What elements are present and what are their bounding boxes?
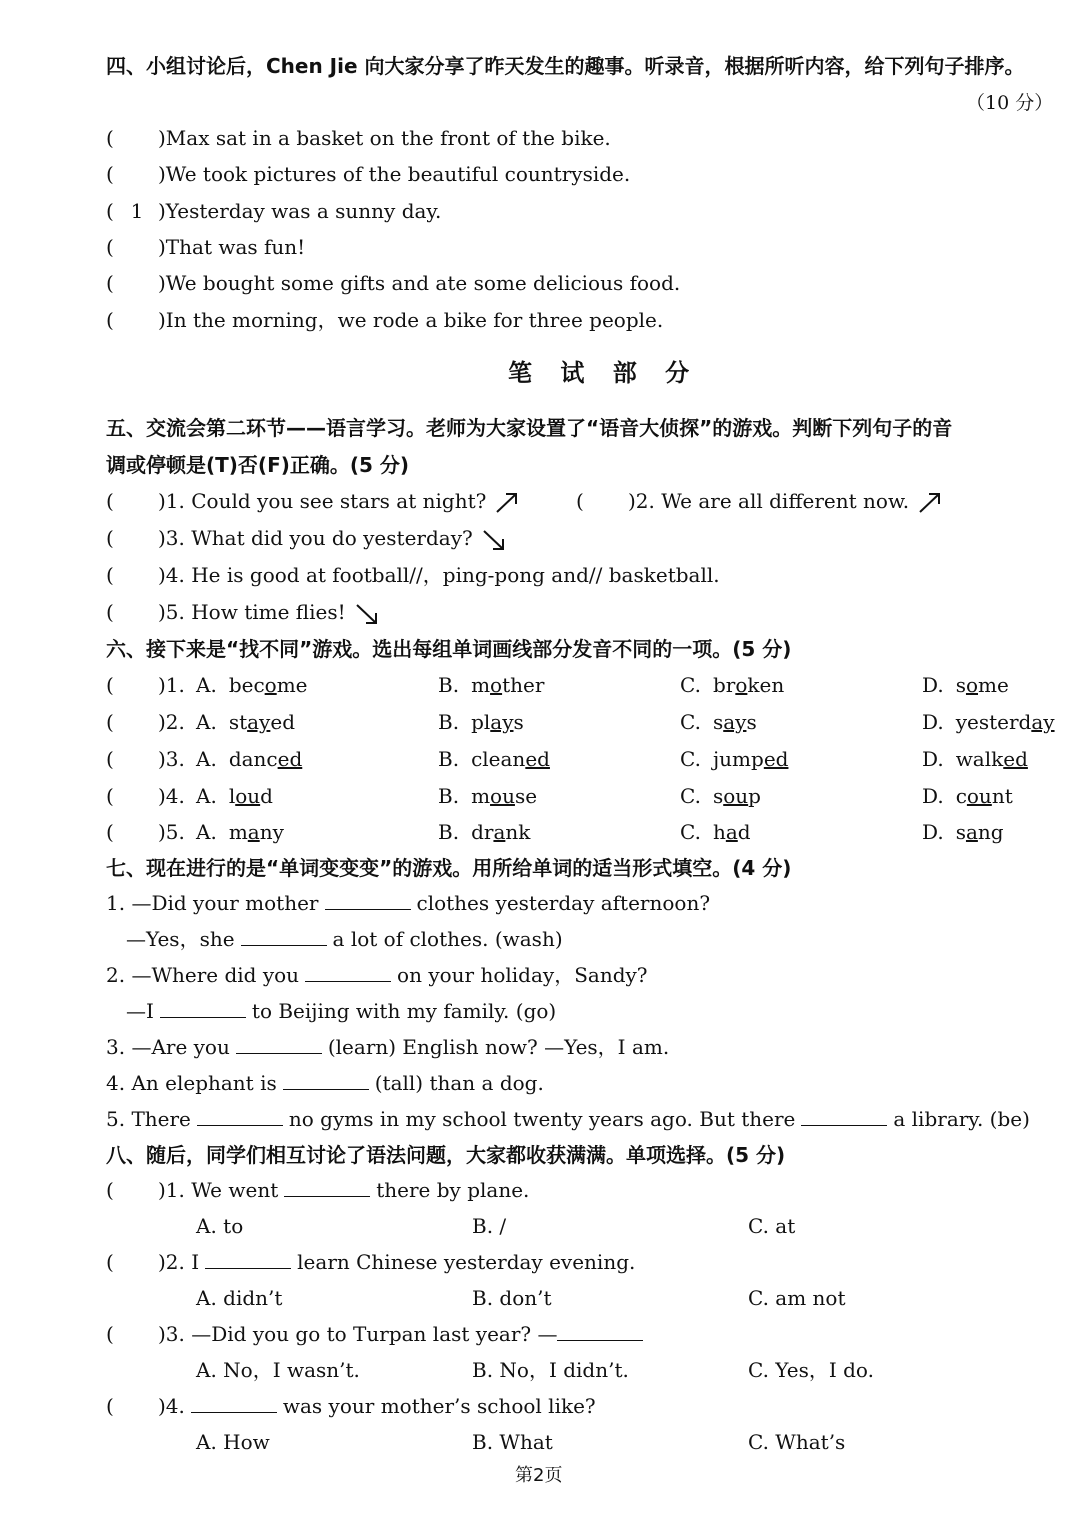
underlined-letters: ou [235, 784, 261, 808]
section7-q1a: 1. —Did your mother clothes yesterday afternoon? [106, 891, 711, 915]
section5-title-line1: 五、交流会第二环节——语言学习。老师为大家设置了“语音大侦探”的游戏。判断下列句子的音 [106, 416, 953, 440]
section6-row: ( )1. [106, 673, 185, 697]
underlined-letters: o [965, 673, 978, 697]
section6-title: 六、接下来是“找不同”游戏。选出每组单词画线部分发音不同的一项。(5 分) [106, 637, 792, 661]
section5-item-3: ( )3. What did you do yesterday? [106, 525, 507, 553]
falling-arrow-icon [354, 601, 380, 627]
section7-q5: 5. There no gyms in my school twenty years ago. But there a library. (be) [106, 1107, 1030, 1131]
section8-q4: ( )4. was your mother’s school like? [106, 1394, 596, 1418]
underlined-letters: ou [723, 784, 749, 808]
section4-score: （10 分） [966, 92, 1054, 114]
section6-option[interactable]: B. mouse [438, 784, 538, 808]
fill-blank[interactable] [283, 1071, 369, 1090]
section8-q2-option-a[interactable]: A. didn’t [196, 1286, 283, 1310]
written-section-title: 笔 试 部 分 [508, 359, 700, 387]
fill-blank[interactable] [236, 1035, 322, 1054]
section8-q1: ( )1. We went there by plane. [106, 1178, 530, 1202]
answer-slot[interactable]: 1 [130, 199, 144, 223]
section6-option[interactable]: C. soup [680, 784, 761, 808]
fill-blank[interactable] [241, 927, 327, 946]
underlined-letters: ed [763, 747, 789, 771]
rising-arrow-icon [917, 490, 943, 516]
section8-title: 八、随后，同学们相互讨论了语法问题，大家都收获满满。单项选择。(5 分) [106, 1143, 786, 1167]
section6-row: ( )2. [106, 710, 185, 734]
section5-item-5: ( )5. How time flies! [106, 599, 380, 627]
section6-row: ( )5. [106, 820, 185, 844]
section6-option[interactable]: B. plays [438, 710, 524, 734]
underlined-letters: ay [723, 710, 747, 734]
underlined-letters: o [735, 673, 748, 697]
section8-q2-option-b[interactable]: B. don’t [472, 1286, 552, 1310]
fill-blank[interactable] [197, 1107, 283, 1126]
fill-blank[interactable] [191, 1394, 277, 1413]
section6-option[interactable]: A. loud [196, 784, 273, 808]
underlined-letters: ay [247, 710, 271, 734]
section6-row: ( )4. [106, 784, 185, 808]
section6-option[interactable]: B. cleaned [438, 747, 550, 771]
underlined-letters: ed [1003, 747, 1028, 771]
section8-q1-option-b[interactable]: B. / [472, 1214, 507, 1238]
section4-item-1: ( )Max sat in a basket on the front of the bike. [106, 126, 611, 150]
section7-q2b: —I to Beijing with my family. (go) [126, 999, 557, 1023]
underlined-letters: o [490, 673, 503, 697]
section6-option[interactable]: A. many [196, 820, 284, 844]
section8-q3-option-c[interactable]: C. Yes，I do. [748, 1358, 874, 1382]
fill-blank[interactable] [205, 1250, 291, 1269]
section6-option[interactable]: D. count [922, 784, 1013, 808]
page-number: 第2页 [515, 1465, 563, 1486]
section6-option[interactable]: D. sang [922, 820, 1004, 844]
section7-q4: 4. An elephant is (tall) than a dog. [106, 1071, 544, 1095]
section8-q1-option-a[interactable]: A. to [196, 1214, 244, 1238]
section8-q3-option-a[interactable]: A. No，I wasn’t. [196, 1358, 360, 1382]
fill-blank[interactable] [325, 891, 411, 910]
section6-option[interactable]: A. danced [196, 747, 303, 771]
section6-option[interactable]: D. walked [922, 747, 1028, 771]
section8-q4-option-a[interactable]: A. How [196, 1430, 270, 1454]
section6-option[interactable]: B. mother [438, 673, 545, 697]
section5-item-4: ( )4. He is good at football//，ping-pong and// basketball. [106, 563, 720, 587]
underlined-letters: a [493, 820, 506, 844]
underlined-letters: ay [1031, 710, 1055, 734]
section8-q2: ( )2. I learn Chinese yesterday evening. [106, 1250, 636, 1274]
section4-item-3: ( 1 )Yesterday was a sunny day. [106, 199, 442, 223]
section7-q1b: —Yes，she a lot of clothes. (wash) [126, 927, 563, 951]
section6-option[interactable]: A. become [196, 673, 308, 697]
fill-blank[interactable] [284, 1178, 370, 1197]
fill-blank[interactable] [160, 999, 246, 1018]
section6-option[interactable]: C. jumped [680, 747, 789, 771]
section8-q3: ( )3. —Did you go to Turpan last year? — [106, 1321, 649, 1347]
falling-arrow-icon [481, 527, 507, 553]
section6-option[interactable]: D. some [922, 673, 1009, 697]
section6-option[interactable]: B. drank [438, 820, 531, 844]
section8-q4-option-c[interactable]: C. What’s [748, 1430, 846, 1454]
section5-item-1: ( )1. Could you see stars at night? [106, 488, 520, 516]
underlined-letters: ou [490, 784, 515, 808]
section7-q2a: 2. —Where did you on your holiday，Sandy? [106, 963, 648, 987]
section6-option[interactable]: A. stayed [196, 710, 295, 734]
fill-blank[interactable] [305, 963, 391, 982]
underlined-letters: o [264, 673, 277, 697]
fill-blank[interactable] [557, 1322, 643, 1341]
section4-title: 四、小组讨论后，Chen Jie 向大家分享了昨天发生的趣事。听录音，根据所听内容，给下列句子排序。 [106, 54, 1025, 78]
section8-q1-option-c[interactable]: C. at [748, 1214, 796, 1238]
underlined-letters: ed [277, 747, 303, 771]
underlined-letters: ed [525, 747, 550, 771]
underlined-letters: ay [490, 710, 514, 734]
section6-option[interactable]: C. broken [680, 673, 785, 697]
section6-option[interactable]: C. had [680, 820, 751, 844]
section4-item-4: ( )That was fun! [106, 235, 306, 259]
section5-title-line2: 调或停顿是(T)否(F)正确。(5 分) [106, 453, 410, 477]
section8-q2-option-c[interactable]: C. am not [748, 1286, 846, 1310]
section6-option[interactable]: D. yesterday [922, 710, 1055, 734]
section7-title: 七、现在进行的是“单词变变变”的游戏。用所给单词的适当形式填空。(4 分) [106, 856, 792, 880]
section8-q3-option-b[interactable]: B. No，I didn’t. [472, 1358, 629, 1382]
rising-arrow-icon [494, 490, 520, 516]
section6-row: ( )3. [106, 747, 185, 771]
section4-item-5: ( )We bought some gifts and ate some delicious food. [106, 271, 681, 295]
underlined-letters: a [725, 820, 738, 844]
section5-item-2: ( )2. We are all different now. [576, 488, 943, 516]
section7-q3: 3. —Are you (learn) English now? —Yes，I am. [106, 1035, 670, 1059]
section6-option[interactable]: C. says [680, 710, 757, 734]
underlined-letters: a [247, 820, 260, 844]
underlined-letters: a [965, 820, 978, 844]
underlined-letters: ou [966, 784, 992, 808]
section4-item-6: ( )In the morning，we rode a bike for three people. [106, 308, 664, 332]
section8-q4-option-b[interactable]: B. What [472, 1430, 553, 1454]
section4-item-2: ( )We took pictures of the beautiful countryside. [106, 162, 631, 186]
fill-blank[interactable] [801, 1107, 887, 1126]
